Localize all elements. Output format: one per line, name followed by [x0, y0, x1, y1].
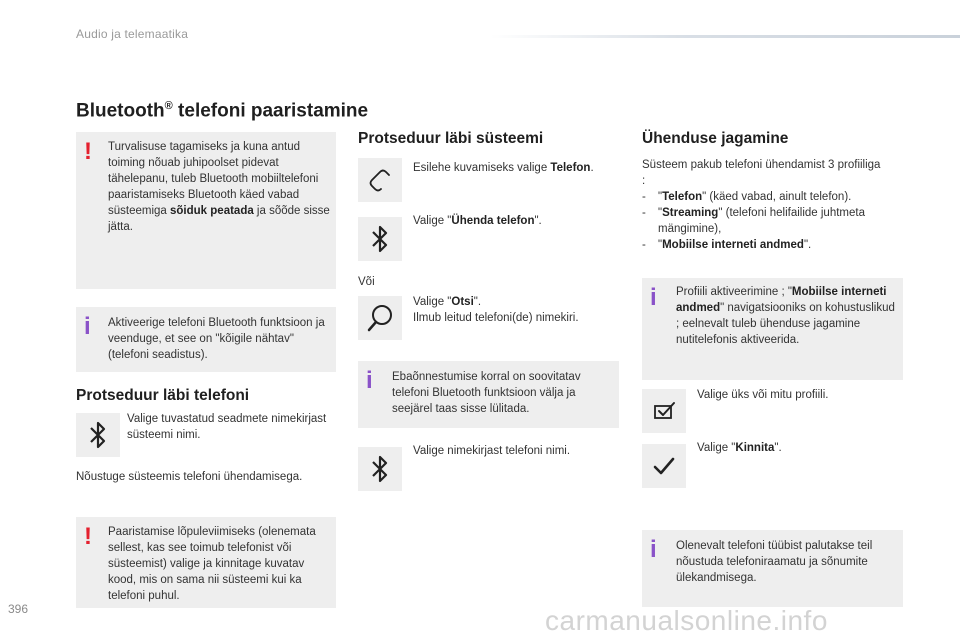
watermark: carmanualsonline.info	[545, 605, 828, 636]
info-text-profile: Profiili aktiveerimine ; "Mobiilse interneti andmed" navigatsiooniks on kohustuslikud ; eelnevalt tuleb ühenduse jagamine nutitelefonis aktiveerida.	[676, 286, 895, 346]
or-label: Või	[358, 276, 375, 288]
step-select-system-name: Valige tuvastatud seadmete nimekirjast süsteemi nimi.	[127, 413, 327, 441]
sharing-intro: Süsteem pakub telefoni ühendamist 3 profiiliga :	[642, 159, 881, 187]
info-box-failure	[358, 361, 619, 428]
multi-select-icon-box	[642, 389, 686, 433]
list-item: - "Telefon" (käed vabad, ainult telefon).	[642, 191, 852, 203]
step-connect-phone: Valige "Ühenda telefon".	[413, 215, 542, 227]
phone-icon-box	[358, 158, 402, 202]
step-accept-connection: Nõustuge süsteemis telefoni ühendamisega.	[76, 471, 303, 483]
step-select-phone-name: Valige nimekirjast telefoni nimi.	[413, 445, 571, 457]
step-select-phone: Esilehe kuvamiseks valige Telefon.	[413, 162, 594, 174]
info-icon: i	[84, 313, 91, 340]
phone-icon	[366, 166, 394, 194]
info-icon: i	[366, 367, 373, 394]
bluetooth-icon	[369, 224, 391, 254]
info-box-phone-type	[642, 530, 903, 607]
list-item: - "Mobiilse interneti andmed".	[642, 239, 812, 251]
page-title: Bluetooth® telefoni paaristamine	[76, 100, 369, 122]
heading-phone-procedure: Protseduur läbi telefoni	[76, 387, 250, 404]
header-divider	[490, 35, 960, 38]
checkbox-select-icon	[652, 400, 676, 422]
info-text-failure: Ebaõnnestumise korral on soovitatav telefoni Bluetooth funktsioon välja ja seejärel taas sisse lülitada.	[392, 371, 581, 415]
search-icon	[365, 303, 395, 333]
bluetooth-icon-box	[358, 217, 402, 261]
info-text-activate: Aktiveerige telefoni Bluetooth funktsioon ja veenduge, et see on "kõigile nähtav" (telefoni seadistus).	[108, 317, 325, 361]
warning-box-pairing	[76, 517, 336, 608]
bluetooth-icon-box	[76, 413, 120, 457]
info-icon: i	[650, 536, 657, 563]
heading-connection-sharing: Ühenduse jagamine	[642, 130, 789, 147]
checkmark-icon	[652, 455, 676, 477]
step-confirm: Valige "Kinnita".	[697, 442, 782, 454]
bluetooth-icon-box	[358, 447, 402, 491]
warning-text-pairing: Paaristamise lõpuleviimiseks (olenemata sellest, kas see toimub telefonist või süsteemist) valige ja kinnitage kuvatav kood, mis on sama nii süsteemi kui ka telefoni puhul.	[108, 526, 316, 602]
section-header: Audio ja telemaatika	[76, 27, 189, 41]
step-search: Valige "Otsi". Ilmub leitud telefoni(de) nimekiri.	[413, 296, 579, 324]
info-icon: i	[650, 284, 657, 311]
warning-text-safety: Turvalisuse tagamiseks ja kuna antud toiming nõuab juhipoolset pidevat tähelepanu, tuleb Bluetooth mobiiltelefoni paaristamiseks Bluetooth käed vabad süsteemiga sõiduk peatada ja sõõde sisse jätta.	[108, 141, 330, 233]
search-icon-box	[358, 296, 402, 340]
warning-icon: !	[84, 138, 92, 165]
heading-system-procedure: Protseduur läbi süsteemi	[358, 130, 544, 147]
info-box-activate	[76, 307, 336, 372]
step-select-profiles: Valige üks või mitu profiili.	[697, 389, 829, 401]
info-text-phone-type: Olenevalt telefoni tüübist palutakse teil nõustuda telefoniraamatu ja sõnumite ülekandmisega.	[676, 540, 873, 584]
bluetooth-icon	[369, 454, 391, 484]
warning-box-safety	[76, 132, 336, 289]
confirm-icon-box	[642, 444, 686, 488]
list-item: - "Streaming" (telefoni helifailide juhtmeta mängimine),	[642, 207, 865, 235]
profile-list	[642, 189, 904, 253]
page-number: 396	[8, 602, 29, 616]
warning-icon: !	[84, 523, 92, 550]
info-box-profile	[642, 278, 903, 380]
bluetooth-icon	[87, 420, 109, 450]
